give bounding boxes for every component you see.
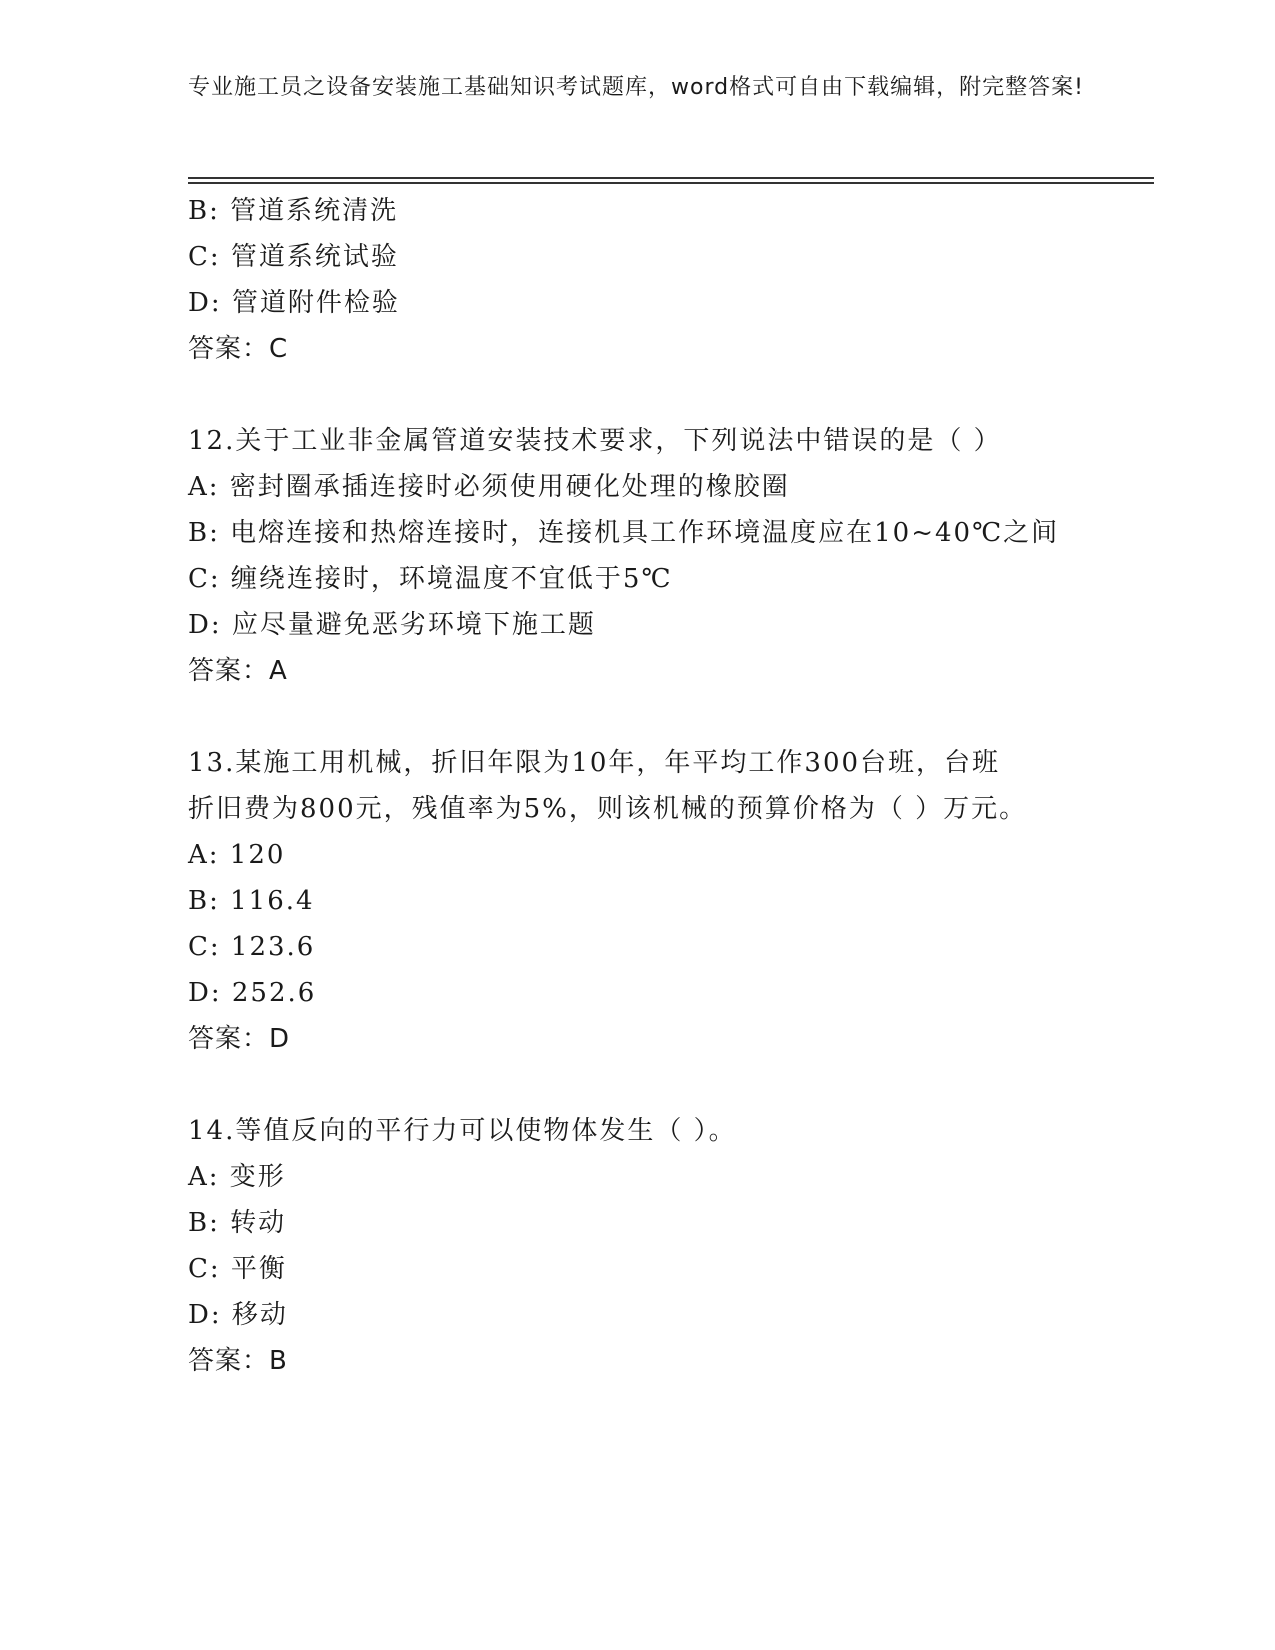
- option-c: C: 平衡: [188, 1254, 287, 1284]
- header-rule-top: [188, 177, 1154, 179]
- answer-line: 答案：A: [188, 656, 288, 686]
- option-b: B: 转动: [188, 1208, 287, 1238]
- option-c: C: 123.6: [188, 932, 316, 962]
- spacer: [188, 694, 1108, 740]
- question-block-14: [188, 1108, 1108, 1384]
- document-header: 专业施工员之设备安装施工基础知识考试题库，word格式可自由下载编辑，附完整答案!: [188, 75, 1084, 100]
- answer-line: 答案：D: [188, 1024, 291, 1054]
- answer-line: 答案：B: [188, 1346, 288, 1376]
- option-b: B: 116.4: [188, 886, 315, 916]
- option-d: D: 移动: [188, 1300, 288, 1330]
- question-block-12: [188, 418, 1108, 694]
- question-stem: 13.某施工用机械，折旧年限为10年，年平均工作300台班，台班折旧费为800元，残值率为5%，则该机械的预算价格为（ ）万元。: [188, 748, 1028, 824]
- option-d: D: 252.6: [188, 978, 317, 1008]
- option-d: D: 管道附件检验: [188, 288, 400, 318]
- answer-line: 答案：C: [188, 334, 289, 364]
- option-b: B: 电熔连接和热熔连接时，连接机具工作环境温度应在10~40℃之间: [188, 518, 1060, 548]
- option-a: A: 变形: [188, 1162, 286, 1192]
- spacer: [188, 372, 1108, 418]
- prev-question-block: [188, 188, 1108, 372]
- option-a: A: 120: [188, 840, 286, 870]
- question-block-13: [188, 740, 1108, 1062]
- option-d: D: 应尽量避免恶劣环境下施工题: [188, 610, 596, 640]
- option-b: B: 管道系统清洗: [188, 196, 399, 226]
- spacer: [188, 1062, 1108, 1108]
- question-list: [188, 188, 1108, 1384]
- option-c: C: 管道系统试验: [188, 242, 399, 272]
- option-c: C: 缠绕连接时，环境温度不宜低于5℃: [188, 564, 673, 594]
- header-rule-bottom: [188, 182, 1154, 184]
- option-a: A: 密封圈承插连接时必须使用硬化处理的橡胶圈: [188, 472, 790, 502]
- question-stem: 14.等值反向的平行力可以使物体发生（ ）。: [188, 1116, 737, 1146]
- question-stem: 12.关于工业非金属管道安装技术要求，下列说法中错误的是（ ）: [188, 426, 1002, 456]
